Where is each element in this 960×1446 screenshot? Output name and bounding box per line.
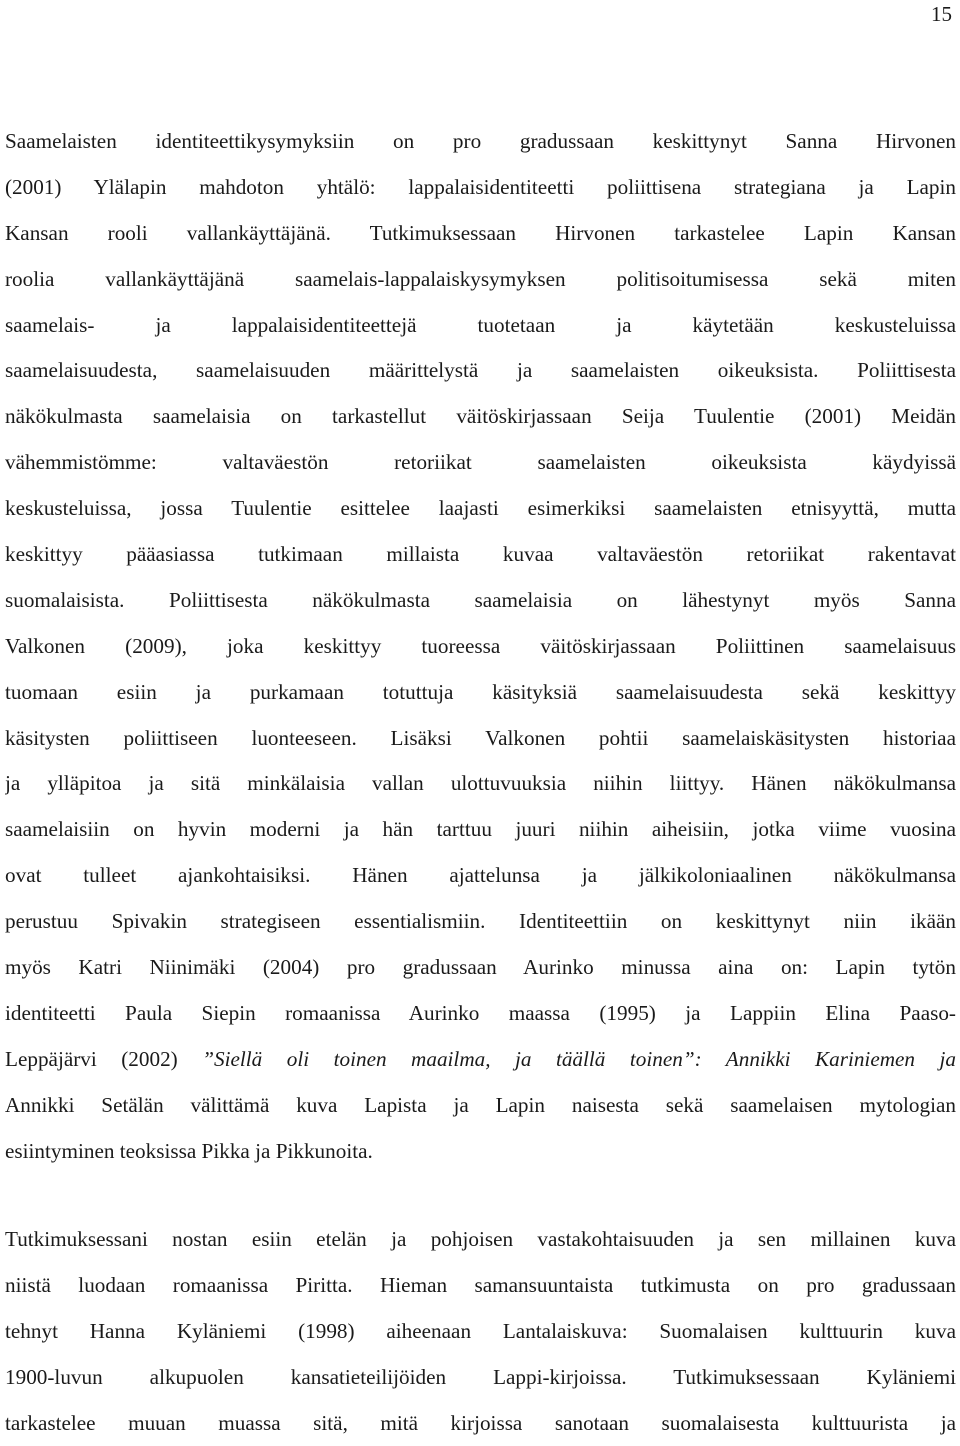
text-line: keskittyy pääasiassa tutkimaan millaista kuvaa valtaväestön retoriikat rakentavat	[5, 542, 956, 567]
text-line-with-title	[5, 1037, 956, 1083]
text-line: Saamelaisten identiteettikysymyksiin on pro gradussaan keskittynyt Sanna Hirvonen	[5, 129, 956, 153]
text-line: tuomaan esiin ja purkamaan totuttuja käsityksiä saamelaisuudesta sekä keskittyy	[5, 679, 956, 704]
italic-work-title: ”Siellä oli toinen maailma, ja täällä toinen”: Annikki Kariniemen ja	[202, 1046, 956, 1071]
text-segment: Leppäjärvi (2002)	[5, 1046, 203, 1071]
text-line: saamelaisuudesta, saamelaisuuden määrittelystä ja saamelaisten oikeuksista. Poliittisesta	[5, 358, 956, 383]
text-line: niistä luodaan romaanissa Piritta. Hieman samansuuntaista tutkimusta on pro gradussaan	[5, 1272, 956, 1297]
text-line: tehnyt Hanna Kyläniemi (1998) aiheenaan Lantalaiskuva: Suomalaisen kulttuurin kuva	[5, 1318, 956, 1343]
text-line: Annikki Setälän välittämä kuva Lapista ja Lapin naisesta sekä saamelaisen mytologian	[5, 1092, 956, 1117]
text-line: esiintyminen teoksissa Pikka ja Pikkunoita.	[5, 1138, 373, 1163]
text-line: suomalaisista. Poliittisesta näkökulmasta saamelaisia on lähestynyt myös Sanna	[5, 587, 956, 612]
text-line: käsitysten poliittiseen luonteeseen. Lisäksi Valkonen pohtii saamelaiskäsitysten historiaa	[5, 725, 956, 750]
text-line: ovat tulleet ajankohtaisiksi. Hänen ajattelunsa ja jälkikoloniaalinen näkökulmansa	[5, 863, 956, 888]
text-line: vähemmistömme: valtaväestön retoriikat saamelaisten oikeuksista käydyissä	[5, 450, 956, 475]
text-line: roolia vallankäyttäjänä saamelais-lappalaiskysymyksen politisoitumisessa sekä miten	[5, 266, 956, 291]
text-line: Valkonen (2009), joka keskittyy tuoreessa väitöskirjassaan Poliittinen saamelaisuus	[5, 633, 956, 658]
text-line: keskusteluissa, jossa Tuulentie esittelee laajasti esimerkiksi saamelaisten etnisyyttä, mutta	[5, 496, 956, 521]
text-line: tarkastelee muuan muassa sitä, mitä kirjoissa sanotaan suomalaisesta kulttuurista ja	[5, 1410, 956, 1435]
page-number: 15	[931, 2, 952, 26]
text-line: ja ylläpitoa ja sitä minkälaisia vallan ulottuvuuksia niihin liittyy. Hänen näkökulmansa	[5, 771, 956, 796]
text-line: identiteetti Paula Siepin romaanissa Aurinko maassa (1995) ja Lappiin Elina Paaso-	[5, 1000, 956, 1025]
text-line: perustuu Spivakin strategiseen essentialismiin. Identiteettiin on keskittynyt niin ikään	[5, 909, 956, 934]
text-line: saamelais- ja lappalaisidentiteettejä tuotetaan ja käytetään keskusteluissa	[5, 312, 956, 337]
text-line: näkökulmasta saamelaisia on tarkastellut väitöskirjassaan Seija Tuulentie (2001) Meidän	[5, 404, 956, 429]
text-line: myös Katri Niinimäki (2004) pro gradussaan Aurinko minussa aina on: Lapin tytön	[5, 955, 956, 980]
text-line: saamelaisiin on hyvin moderni ja hän tarttuu juuri niihin aiheisiin, jotka viime vuosina	[5, 817, 956, 842]
text-line: (2001) Ylälapin mahdoton yhtälö: lappalaisidentiteetti poliittisena strategiana ja Lapin	[5, 174, 956, 199]
paragraph-2	[5, 1217, 956, 1446]
text-line: 1900-luvun alkupuolen kansatieteilijöiden Lappi-kirjoissa. Tutkimuksessaan Kyläniemi	[5, 1364, 956, 1389]
paragraph-1	[5, 119, 956, 1174]
text-line: Kansan rooli vallankäyttäjänä. Tutkimuksessaan Hirvonen tarkastelee Lapin Kansan	[5, 220, 956, 245]
text-line: Tutkimuksessani nostan esiin etelän ja pohjoisen vastakohtaisuuden ja sen millainen kuva	[5, 1227, 956, 1251]
